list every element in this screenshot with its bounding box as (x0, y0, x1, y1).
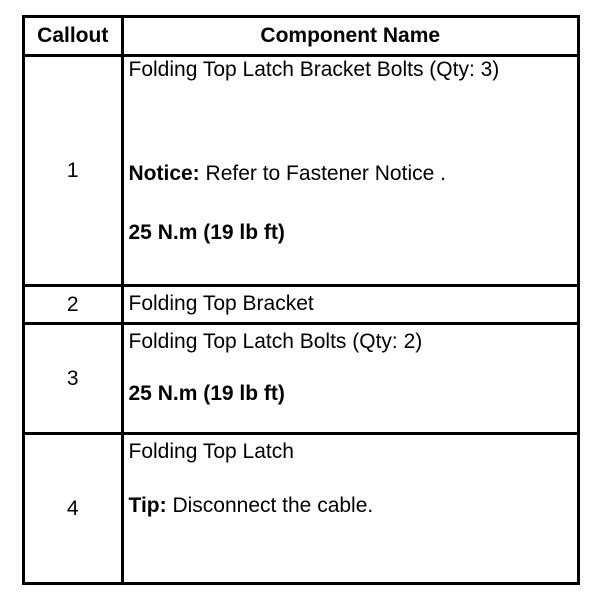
notice-label: Notice: (128, 162, 200, 185)
torque-spec: 25 N.m (19 lb ft) (128, 221, 285, 244)
callout-cell: 2 (25, 286, 122, 324)
tip-label: Tip: (128, 494, 167, 517)
component-cell (122, 286, 577, 324)
table-row (25, 56, 577, 286)
callout-cell: 3 (25, 324, 122, 434)
callout-cell: 4 (25, 434, 122, 583)
tip-line (129, 493, 578, 519)
component-cell (122, 56, 577, 286)
callout-cell: 1 (25, 56, 122, 286)
component-table-frame (22, 15, 580, 585)
component-name: Folding Top Latch (128, 440, 294, 463)
component-table (25, 18, 577, 582)
table-header-row (25, 18, 577, 56)
header-callout: Callout (25, 18, 122, 56)
component-cell (122, 324, 577, 434)
tip-text: Disconnect the cable. (166, 494, 374, 517)
notice-line (129, 161, 578, 187)
component-cell (122, 434, 577, 583)
component-name: Folding Top Latch Bolts (Qty: 2) (128, 330, 423, 353)
component-name: Folding Top Bracket (128, 292, 314, 315)
header-component-name: Component Name (122, 18, 577, 56)
table-row (25, 434, 577, 583)
notice-text: Refer to Fastener Notice . (199, 162, 446, 185)
table-row (25, 324, 577, 434)
torque-spec: 25 N.m (19 lb ft) (128, 382, 285, 405)
table-row (25, 286, 577, 324)
component-name: Folding Top Latch Bracket Bolts (Qty: 3) (128, 58, 500, 81)
